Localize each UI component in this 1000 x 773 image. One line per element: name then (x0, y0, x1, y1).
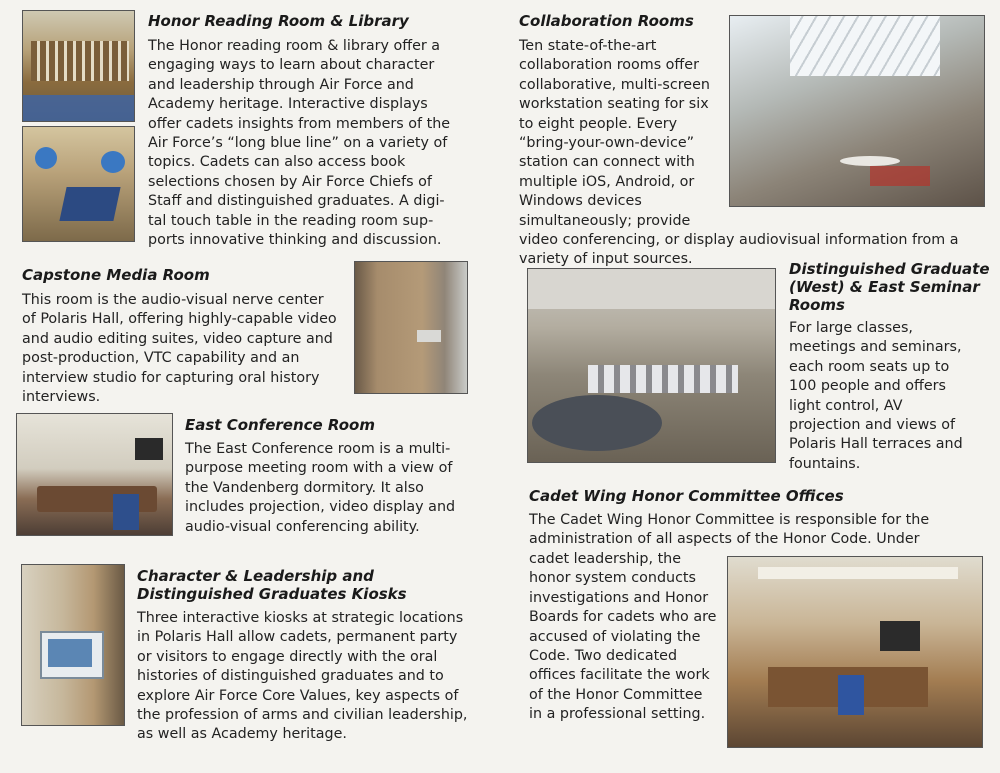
collaboration-room-photo (729, 15, 985, 207)
seminar-room-photo (527, 268, 776, 463)
capstone-body: This room is the audio-visual nerve center of Polaris Hall, offering highly-capable video and audio editing suites, video capture and post-production, VTC capability and an interview studio for capturing oral history interviews. (22, 292, 337, 406)
seminar-body: For large classes, meetings and seminars, each room seats up to 100 people and offers light control, AV projection and views of Polaris Hall terraces and fountains. (789, 320, 963, 472)
honor-reading-body: The Honor reading room & library offer a engaging ways to learn about character and leadership through Air Force and Academy heritage. Interactive displays offer cadets insights from members of the Air Force’s “long blue line” on a variety of topics. Cadets can also access book selections chosen by Air Force Chiefs of Staff and distinguished graduates. A digi- tal touch table in the reading room sup- ports innovative thinking and discussion. (148, 38, 451, 249)
kiosk-photo (21, 564, 125, 726)
east-conference-photo (16, 413, 173, 536)
seminar-title: Distinguished Graduate (West) & East Seminar Rooms (789, 260, 990, 314)
capstone-title: Capstone Media Room (22, 266, 210, 284)
honor-committee-title: Cadet Wing Honor Committee Offices (529, 487, 844, 505)
reading-room-photo-shelves (22, 10, 135, 122)
honor-reading-title: Honor Reading Room & Library (148, 12, 409, 30)
east-conference-body: The East Conference room is a multi- purpose meeting room with a view of the Vandenberg dormitory. It also includes projection, video display and audio-visual conferencing ability. (185, 441, 456, 535)
east-conference-title: East Conference Room (185, 416, 375, 434)
honor-committee-body: cadet leadership, the honor system conducts investigations and Honor Boards for cadets who are accused of violating the Code. Two dedicated offices facilitate the work of the Honor Committee in a professional setting. (529, 551, 717, 723)
kiosks-body: Three interactive kiosks at strategic locations in Polaris Hall allow cadets, permanent party or visitors to engage directly with the oral histories of distinguished graduates and to explore Air Force Core Values, key aspects of the profession of arms and civilian leadership, as well as Academy heritage. (137, 610, 468, 743)
reading-room-photo-touch-table (22, 126, 135, 242)
honor-committee-body-top: The Cadet Wing Honor Committee is responsible for the administration of all aspects of the Honor Code. Under (529, 512, 930, 548)
collaboration-body: Ten state-of-the-art collaboration rooms offer collaborative, multi-screen workstation seating for six to eight people. Every “bring-your-own-device” station can connect with multiple iOS, Android, or Windows devices simultaneously; provide video conferencing, or display audiovisual information from a variety of input sources. (519, 38, 959, 268)
capstone-room-photo (354, 261, 468, 394)
kiosks-title: Character & Leadership and Distinguished Graduates Kiosks (137, 567, 407, 603)
honor-committee-office-photo (727, 556, 983, 748)
collaboration-title: Collaboration Rooms (519, 12, 694, 30)
